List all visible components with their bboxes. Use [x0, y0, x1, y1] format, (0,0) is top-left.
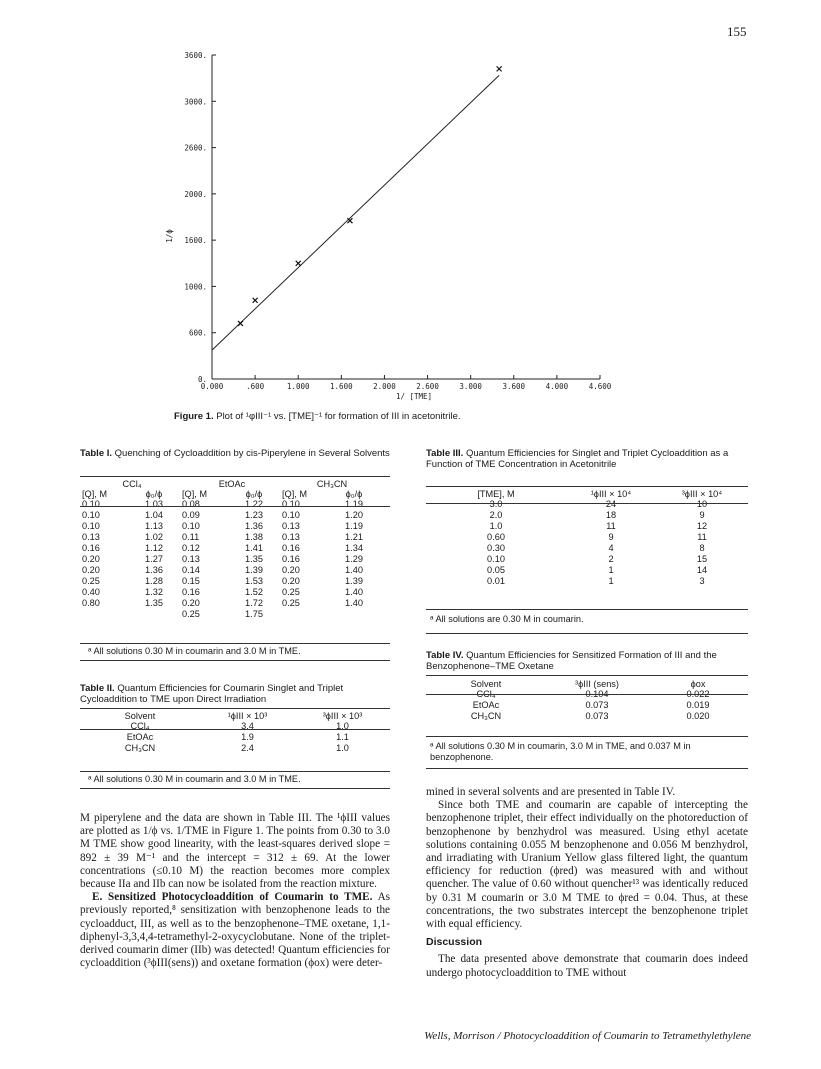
table1-cell: 1.35 — [145, 598, 163, 608]
table1-row — [82, 587, 382, 598]
data-point — [238, 321, 243, 326]
table3-header: [TME], M — [477, 489, 515, 499]
table3-cell: 11 — [606, 521, 616, 531]
fit-line — [212, 75, 499, 350]
table2-cell: 1.9 — [241, 732, 254, 742]
table1-cell: 1.19 — [345, 499, 363, 509]
table1-cell: 1.02 — [145, 532, 163, 542]
table1-cell: 1.41 — [245, 543, 263, 553]
table1-bottom-rule — [80, 643, 390, 644]
table2-row — [80, 732, 390, 743]
y-tick-label: 0. — [197, 375, 207, 384]
table4-cell: 0.020 — [686, 711, 710, 721]
table1-cell: 0.20 — [182, 598, 200, 608]
table3-header-rule — [426, 503, 748, 504]
fit-line-group — [212, 75, 499, 350]
section-e-heading: E. Sensitized Photocycloaddition of Coumarin to TME. — [92, 891, 373, 904]
table1-row — [82, 543, 382, 554]
table1-header: ϕ₀/ϕ — [145, 489, 163, 499]
figure-caption-text: Plot of ¹φIII⁻¹ vs. [TME]⁻¹ for formation of III in acetonitrile. — [216, 411, 461, 422]
table3-title: Quantum Efficiencies for Singlet and Triplet Cycloaddition as a Function of TME Concentration in Acetonitrile — [426, 448, 729, 470]
data-point — [347, 218, 352, 223]
table1-top-rule — [80, 476, 390, 477]
x-tick-labels — [201, 375, 612, 391]
table3-header-row — [426, 489, 748, 499]
table4-top-rule — [426, 675, 748, 676]
plot-axes — [212, 55, 600, 379]
table2-cell: 2.4 — [241, 743, 254, 753]
table3-cell: 0.01 — [487, 576, 505, 586]
table1-cell: 0.14 — [182, 565, 200, 575]
table3-cell: 1 — [608, 576, 614, 586]
table1-cell: 1.39 — [345, 576, 363, 586]
table3-row — [426, 532, 748, 543]
table2-foot-rule — [80, 788, 390, 789]
table1-row — [82, 576, 382, 587]
table3-top-rule — [426, 486, 748, 487]
table2-row — [80, 743, 390, 754]
table1-cell: 0.25 — [282, 587, 300, 597]
table1-group-ch3cn: CH₃CN — [316, 479, 348, 489]
figure-caption-label: Figure 1. — [174, 411, 214, 422]
table4-row — [426, 700, 748, 711]
table1-row — [82, 532, 382, 543]
table2-cell: 1.0 — [336, 743, 349, 753]
table3-cell: 2.0 — [489, 510, 503, 520]
table1-cell: 0.20 — [82, 554, 100, 564]
table3-header: ¹ϕIII × 10⁴ — [590, 489, 632, 499]
table1-cell: 0.15 — [182, 576, 200, 586]
table3-cell: 4 — [608, 543, 614, 553]
table3-bottom-rule — [426, 609, 748, 610]
y-tick-label: 1000. — [184, 282, 207, 292]
table1-group-ccl4: CCl₄ — [122, 479, 142, 489]
table1-cell: 0.13 — [282, 521, 300, 531]
x-tick-label: .600 — [246, 382, 265, 391]
table2-cell: 1.1 — [336, 732, 349, 742]
page-number: 155 — [727, 24, 747, 39]
table1-cell: 0.16 — [282, 554, 300, 564]
table1-cell: 1.20 — [345, 510, 363, 520]
table2-row — [80, 721, 390, 732]
table4-cell: 0.019 — [686, 700, 710, 710]
x-tick-label: 0.000 — [200, 382, 224, 391]
running-footer: Wells, Morrison / Photocycloaddition of Coumarin to Tetramethylethylene — [424, 1030, 751, 1042]
table1-cell: 1.23 — [245, 510, 263, 520]
table1-row — [82, 510, 382, 521]
table2-cell: CH₃CN — [124, 743, 156, 753]
table3-cell: 1 — [608, 565, 614, 575]
table2-label: Table II. — [80, 683, 115, 694]
table1-cell: 0.13 — [182, 554, 200, 564]
table1-cell: 0.10 — [282, 510, 300, 520]
table3-body — [426, 499, 748, 587]
table1-cell: 1.40 — [345, 587, 363, 597]
table1-cell — [282, 609, 326, 620]
table2-top-rule — [80, 708, 390, 709]
table1-row — [82, 521, 382, 532]
table3-foot-rule — [426, 633, 748, 634]
table4-cell: 0.073 — [585, 700, 609, 710]
table1-cell: 0.20 — [282, 565, 300, 575]
table3-cell: 14 — [696, 565, 708, 575]
x-tick-label: 4.600 — [588, 382, 612, 391]
table2-body — [80, 721, 390, 754]
table4-title: Quantum Efficiencies for Sensitized Formation of III and the Benzophenone–TME Oxetane — [426, 650, 717, 672]
table3-cell: 18 — [605, 510, 617, 520]
table2-header: ³ϕIII × 10³ — [322, 711, 363, 721]
table1-cell: 1.36 — [145, 565, 163, 575]
table2-header: ¹ϕIII × 10³ — [227, 711, 268, 721]
y-tick-labels — [184, 51, 216, 384]
table1-cell: 0.11 — [182, 532, 200, 542]
table1-title: Quenching of Cycloaddition by cis-Piperylene in Several Solvents — [114, 448, 390, 459]
table1-header-rule — [80, 506, 390, 507]
table1-cell: 1.40 — [345, 565, 363, 575]
y-tick-label: 3000. — [184, 97, 207, 107]
table4-bottom-rule — [426, 736, 748, 737]
table1-cell: 0.09 — [182, 510, 200, 520]
figure-caption — [174, 411, 461, 422]
table4-label: Table IV. — [426, 650, 464, 661]
x-tick-label: 1.000 — [286, 382, 310, 391]
table3-cell: 24 — [605, 499, 617, 509]
x-tick-label: 2.600 — [416, 382, 439, 391]
table1-cell: 1.35 — [245, 554, 263, 564]
table1-body — [82, 499, 382, 620]
table1-cell: 0.20 — [82, 565, 100, 575]
table2-header-rule — [80, 729, 390, 730]
table3-cell: 11 — [697, 532, 707, 542]
table1-cell: 0.13 — [282, 532, 300, 542]
x-tick-label: 1.600 — [330, 382, 353, 391]
table3-cell: 8 — [699, 543, 705, 553]
table1-cell: 0.10 — [182, 521, 200, 531]
table1-cell: 1.32 — [145, 587, 163, 597]
x-tick-label: 2.000 — [373, 382, 396, 391]
table1-cell: 1.40 — [345, 598, 363, 608]
y-tick-label: 1600. — [184, 236, 207, 246]
y-tick-label: 2000. — [184, 189, 207, 199]
table1-cell: 0.10 — [82, 499, 100, 509]
table1-cell — [82, 609, 126, 620]
table4-header-row — [426, 679, 748, 689]
table4-header: ³ϕIII (sens) — [575, 679, 619, 689]
table3-cell: 0.05 — [487, 565, 505, 575]
right-paragraph-3: The data presented above demonstrate that coumarin does indeed undergo photocycloaddition to TME without — [426, 953, 748, 979]
table2-bottom-rule — [80, 771, 390, 772]
table3-cell: 10 — [696, 499, 708, 509]
data-point — [497, 66, 502, 71]
table1-header: [Q], M — [82, 489, 108, 499]
table3-cell: 9 — [608, 532, 614, 542]
table4-cell: 0.022 — [686, 689, 710, 699]
table1-row — [82, 565, 382, 576]
table1-cell: 1.39 — [245, 565, 263, 575]
table1-cell: 0.16 — [182, 587, 200, 597]
table3-row — [426, 565, 748, 576]
y-axis-label: 1/ϕ — [165, 229, 174, 243]
table3-cell: 3.0 — [489, 499, 503, 509]
table1-group-etoac: EtOAc — [218, 479, 246, 489]
table3-cell: 1.0 — [489, 521, 503, 531]
x-tick-label: 3.000 — [459, 382, 482, 391]
left-paragraph-1: M piperylene and the data are shown in Table III. The ¹ϕIII values are plotted as 1/ϕ vs. 1/TME in Figure 1. The points from 0.30 to 3.0 M TME show good linearity, with the least-squares derived slope = 892 ± 39 M⁻¹ and the intercept = 312 ± 69. At the lower concentrations (≤0.10 M) the reaction becomes more complex because IIa and IIb can now be isolated from the reaction mixture. — [80, 812, 390, 891]
table1-cell: 1.52 — [245, 587, 263, 597]
right-paragraph-1: mined in several solvents and are presented in Table IV. — [426, 786, 676, 798]
table1-cell: 1.13 — [145, 521, 163, 531]
table1-footnote: ᵃ All solutions 0.30 M in coumarin and 3.0 M in TME. — [88, 646, 301, 656]
table1-cell: 0.16 — [82, 543, 100, 553]
table1-header: [Q], M — [182, 489, 208, 499]
table2-cell: EtOAc — [126, 732, 154, 742]
table1-cell: 0.13 — [82, 532, 100, 542]
table3-cell: 3 — [699, 576, 705, 586]
y-tick-label: 2600. — [184, 143, 207, 153]
table1-row — [82, 598, 382, 609]
figure-1-plot — [0, 0, 821, 410]
left-paragraph-2 — [80, 891, 390, 970]
table2-cell: 3.4 — [241, 721, 254, 731]
table1-cell: 0.80 — [82, 598, 100, 608]
table1-cell: 1.04 — [145, 510, 163, 520]
table3-label: Table III. — [426, 448, 464, 459]
y-tick-label: 600. — [188, 328, 207, 338]
table4 — [426, 679, 748, 722]
right-paragraph-2: Since both TME and coumarin are capable of intercepting the benzophenone triplet, their effect individually on the photoreduction of benzophenone by benzhydrol was measured. Using ethyl acetate solutions containing 0.055 M benzophenone and 0.056 M benzhydrol, and irradiating with Uranium Yellow glass filtered light, the quantum efficiency for reduction (ϕred) was measured with and without quencher. The value of 0.60 without quencher¹³ was identically reduced by 0.31 M coumarin or 3.0 M TME to ϕred = 0.04. Thus, at these concentrations, the two substrates intercept the benzophenone triplet with equal efficiency. — [426, 799, 748, 931]
table1-cell: 0.08 — [182, 499, 200, 509]
table1-cell: 1.53 — [245, 576, 263, 586]
discussion-heading: Discussion — [426, 936, 483, 949]
table1-cell: 1.29 — [345, 554, 363, 564]
table1-caption — [80, 448, 400, 459]
table1-cell: 1.28 — [145, 576, 163, 586]
table4-footnote: ᵃ All solutions 0.30 M in coumarin, 3.0 M in TME, and 0.037 M in benzophenone. — [430, 741, 691, 762]
table3-cell: 9 — [699, 510, 705, 520]
table3-row — [426, 554, 748, 565]
table3-caption — [426, 448, 756, 470]
table1-cell: 1.36 — [245, 521, 263, 531]
table3-row — [426, 499, 748, 510]
x-tick-label: 3.600 — [502, 382, 526, 391]
table1-row — [82, 609, 382, 620]
table1-cell: 1.22 — [245, 499, 263, 509]
table1-cell: 1.27 — [145, 554, 163, 564]
table3-row — [426, 576, 748, 587]
table1-cell: 1.21 — [345, 532, 363, 542]
table1-row — [82, 554, 382, 565]
table2-header-row — [80, 711, 390, 721]
table2-header: Solvent — [124, 711, 156, 721]
table1-cell: 1.03 — [145, 499, 163, 509]
table1-cell — [126, 609, 182, 620]
table1-cell: 0.10 — [82, 521, 100, 531]
table1-row — [82, 499, 382, 510]
table4-header: ϕox — [690, 679, 706, 689]
table3-cell: 2 — [608, 554, 614, 564]
table1-cell: 0.25 — [182, 609, 200, 619]
table1 — [82, 479, 382, 620]
table1-cell: 0.25 — [282, 598, 300, 608]
table1-header-row — [82, 489, 382, 499]
table1-cell: 1.38 — [245, 532, 263, 542]
table4-cell: 0.104 — [585, 689, 609, 699]
table1-cell: 0.12 — [182, 543, 200, 553]
table1-cell: 0.10 — [82, 510, 100, 520]
table1-cell: 0.25 — [82, 576, 100, 586]
table4-header: Solvent — [470, 679, 502, 689]
table1-cell: 0.10 — [282, 499, 300, 509]
data-point — [296, 261, 301, 266]
table4-cell: EtOAc — [472, 700, 500, 710]
table1-cell: 1.72 — [245, 598, 263, 608]
table4-cell: CCl₄ — [476, 689, 496, 699]
data-point — [253, 298, 258, 303]
table3-footnote: ᵃ All solutions are 0.30 M in coumarin. — [430, 614, 584, 624]
table4-caption — [426, 650, 756, 672]
table2-footnote: ᵃ All solutions 0.30 M in coumarin and 3.0 M in TME. — [88, 774, 301, 784]
table3-cell: 0.30 — [487, 543, 505, 553]
table4-cell: CH₃CN — [470, 711, 502, 721]
section-e-body: As previously reported,⁸ sensitization with benzophenone leads to the cycloadduct, III, as well as to the benzophenone–TME oxetane, 1,1-diphenyl-3,3,4,4-tetramethyl-2-oxycyclobutane. None of the triplet-derived coumarin dimer (IIb) was detected! Quantum efficiencies for cycloaddition (³ϕIII(sens)) and oxetane formation (ϕox) were deter- — [80, 891, 390, 970]
table2-cell: 1.0 — [336, 721, 349, 731]
right-column-text — [426, 786, 748, 980]
table1-cell: 1.12 — [145, 543, 163, 553]
table3-header: ³ϕIII × 10⁴ — [681, 489, 723, 499]
table1-cell — [326, 609, 382, 620]
table3-cell: 15 — [696, 554, 708, 564]
table1-cell: 1.75 — [245, 609, 263, 619]
y-tick-label: 3600. — [184, 51, 207, 60]
x-axis-label: 1/ [TME] — [395, 392, 433, 401]
table1-header: ϕ₀/ϕ — [245, 489, 263, 499]
table1-header: [Q], M — [282, 489, 308, 499]
table1-cell: 0.16 — [282, 543, 300, 553]
table2-caption — [80, 683, 380, 705]
table4-header-rule — [426, 694, 748, 695]
table1-cell: 0.40 — [82, 587, 100, 597]
table3-cell: 0.60 — [487, 532, 505, 542]
table1-foot-rule — [80, 660, 390, 661]
table3-cell: 12 — [696, 521, 708, 531]
table2-cell: CCl₄ — [130, 721, 150, 731]
table1-cell: 1.34 — [345, 543, 363, 553]
x-tick-label: 4.000 — [545, 382, 569, 391]
left-column-text — [80, 812, 390, 970]
table4-foot-rule — [426, 768, 748, 769]
table1-cell: 1.19 — [345, 521, 363, 531]
table1-header: ϕ₀/ϕ — [345, 489, 363, 499]
table2-title: Quantum Efficiencies for Coumarin Singlet and Triplet Cycloaddition to TME upon Direct Irradiation — [80, 683, 344, 705]
table3-cell: 0.10 — [487, 554, 505, 564]
table3-row — [426, 510, 748, 521]
table1-group-row — [82, 479, 382, 489]
table1-label: Table I. — [80, 448, 113, 459]
table3-row — [426, 543, 748, 554]
table2 — [80, 711, 390, 754]
table3-row — [426, 521, 748, 532]
table1-cell: 0.20 — [282, 576, 300, 586]
table4-cell: 0.073 — [585, 711, 609, 721]
table4-row — [426, 711, 748, 722]
